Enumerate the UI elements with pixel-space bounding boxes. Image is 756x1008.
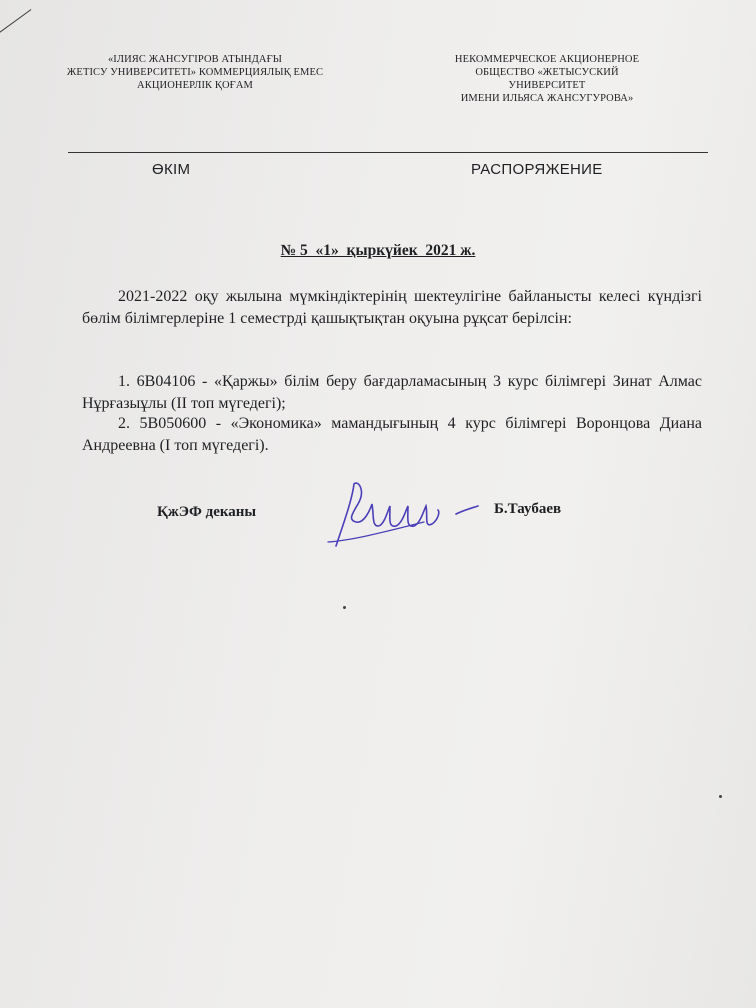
- doc-type-kz: ӨКІМ: [152, 161, 191, 178]
- header-ru-line: ИМЕНИ ИЛЬЯСА ЖАНСУГУРОВА»: [460, 93, 634, 104]
- corner-mark: [0, 9, 32, 37]
- handwritten-signature: [314, 470, 484, 560]
- ink-speck: [719, 795, 722, 798]
- header-ru-line: НЕКОММЕРЧЕСКОЕ АКЦИОНЕРНОЕ: [454, 54, 640, 65]
- header-kz-line: «ІЛИЯС ЖАНСУГІРОВ АТЫНДАҒЫ: [107, 54, 283, 65]
- signatory-name: Б.Таубаев: [494, 501, 562, 517]
- signatory-position: ҚжЭФ деканы: [157, 504, 257, 520]
- header-kz: [30, 53, 360, 92]
- list-item: 2. 5В050600 - «Экономика» мамандығының 4 курс білімгері Воронцова Диана Андреевна (І топ мүгедегі).: [82, 415, 702, 454]
- header-ru-line: УНИВЕРСИТЕТ: [508, 80, 586, 91]
- doc-type-ru: РАСПОРЯЖЕНИЕ: [471, 161, 603, 178]
- list-item: 1. 6В04106 - «Қаржы» білім беру бағдарламасының 3 курс білімгері Зинат Алмас Нұрғазыұлы (ІІ топ мүгедегі);: [82, 373, 702, 412]
- doc-number: № 5 «1» қыркүйек 2021 ж.: [280, 242, 476, 259]
- header-divider: [68, 152, 708, 153]
- ink-speck: [343, 606, 346, 609]
- header-ru: [402, 53, 692, 105]
- header-kz-line: АКЦИОНЕРЛІК ҚОҒАМ: [137, 80, 253, 91]
- header-ru-line: ОБЩЕСТВО «ЖЕТЫСУСКИЙ: [475, 67, 619, 78]
- header-kz-line: ЖЕТІСУ УНИВЕРСИТЕТІ» КОММЕРЦИЯЛЫҚ ЕМЕС: [66, 67, 324, 78]
- intro-paragraph: 2021-2022 оқу жылына мүмкіндіктерінің шектеулігіне байланысты келесі күндізгі бөлім білімгерлеріне 1 семестрді қашықтықтан оқуына рұқсат берілсін:: [82, 288, 702, 327]
